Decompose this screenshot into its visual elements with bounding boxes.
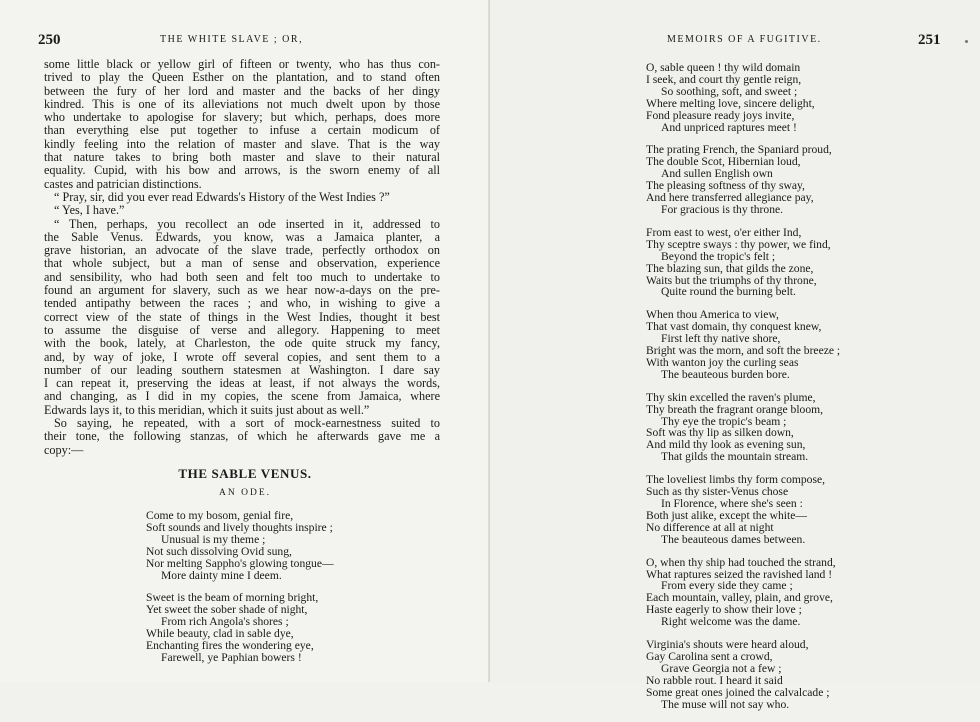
text-line: and, by way of joke, I wrote off several copies, and sent them to a [44,349,440,364]
verse-line: While beauty, clad in sable dye, [146,627,294,641]
text-line: trived to play the Queen Esther on the plantation, and to stand often [44,70,440,85]
verse-line: Such as thy sister-Venus chose [646,485,789,499]
text-line: Edwards lays it, to this meridian, which it suits just about as well.” [44,402,370,417]
verse-line: No rabble rout. I heard it said [646,673,783,687]
verse-line: The muse will not say who. [661,697,790,711]
stanza [646,62,840,133]
text-line: kindred. This is one of its alleviations not much dwelt upon by those [44,96,440,111]
verse-line: More dainty mine I deem. [161,568,282,582]
verse-line: And unpriced raptures meet ! [661,120,797,134]
verse-line: Waits but the triumphs of thy throne, [646,273,817,287]
verse-line: I seek, and court thy gentle reign, [646,72,802,86]
verse-line: Unusual is my theme ; [161,532,266,546]
verse-line: First left thy native shore, [661,332,781,346]
verse-line: Grave Georgia not a few ; [661,661,782,675]
verse-line: And mild thy look as evening sun, [646,438,806,452]
verse-line: No difference at all at night [646,520,774,534]
poem-verse-left [146,510,334,675]
verse-line: Where melting love, sincere delight, [646,96,815,110]
poem-subtitle: AN ODE. [219,488,271,498]
verse-line: Not such dissolving Ovid sung, [146,544,292,558]
verse-line: Yet sweet the sober shade of night, [146,603,308,617]
text-line: number of our leading southern statesmen at Washington. I dare say [44,362,440,377]
running-head: THE WHITE SLAVE ; OR, [160,34,304,45]
verse-line: The prating French, the Spaniard proud, [646,143,832,157]
verse-line: Thy eye the tropic's beam ; [661,414,787,428]
text-line: their tone, the following stanzas, of which he afterwards gave me a [44,429,440,444]
verse-line: So soothing, soft, and sweet ; [661,84,798,98]
verse-line: Come to my bosom, genial fire, [146,509,294,522]
page-number: 251 [918,32,941,48]
stanza [646,474,840,545]
text-line: to assume the disguise of verse and allegory. Happening to meet [44,322,440,337]
left-page [0,0,490,682]
text-line: the Sable Venus. Edwards, you know, was a Jamaica planter, a [44,229,440,244]
text-line: correct view of the state of things in the West Indies, thought it best [44,309,440,324]
text-line: I can repeat it, preserving the ideas at least, if not always the words, [44,376,440,391]
verse-line: Gay Carolina sent a crowd, [646,649,773,663]
verse-line: From east to west, o'er either Ind, [646,225,802,239]
text-line: “ Then, perhaps, you recollect an ode inserted in it, addressed to [54,216,440,231]
text-line: between the fury of her lord and master and the backs of her dingy [44,83,440,98]
verse-line: The blazing sun, that gilds the zone, [646,261,814,275]
verse-line: Nor melting Sappho's glowing tongue— [146,556,334,570]
text-line: that whole subject, but a man of sense and observation, experience [44,256,440,271]
text-line: “ Pray, sir, did you ever read Edwards's History of the West Indies ?” [54,189,390,204]
poem-title: THE SABLE VENUS. [178,466,312,481]
verse-line: Sweet is the beam of morning bright, [146,591,319,605]
stanza [646,227,840,298]
verse-line: Enchanting fires the wondering eye, [146,639,314,653]
text-line: equality. Cupid, with his bow and arrows, is the sworn enemy of all [44,163,440,178]
verse-line: Haste eagerly to show their love ; [646,603,802,617]
verse-line: That gilds the mountain stream. [661,450,809,464]
text-line: and sensibility, who had both seen and felt too much to undertake to [44,269,440,284]
text-line: copy:— [44,442,84,457]
stanza [146,592,334,663]
stanza [146,510,334,581]
text-line: found an argument for slavery, such as we hear now-a-days on the pre- [44,283,440,298]
stanza [646,639,840,710]
verse-line: Virginia's shouts were heard aloud, [646,638,809,652]
verse-line: O, sable queen ! thy wild domain [646,61,801,74]
verse-line: And here transferred allegiance pay, [646,191,814,205]
verse-line: And sullen English own [661,167,773,181]
text-line: with the book, lately, at Charleston, the ode quite struck my fancy, [44,336,440,351]
verse-line: Each mountain, valley, plain, and grove, [646,591,833,605]
verse-line: From rich Angola's shores ; [161,615,289,629]
right-page [490,0,980,711]
verse-line: The loveliest limbs thy form compose, [646,473,826,487]
verse-line: In Florence, where she's seen : [661,497,803,510]
verse-line: Bright was the morn, and soft the breeze ; [646,344,841,358]
text-line: some little black or yellow girl of fifteen or twenty, who has thus con- [44,57,440,71]
prose-body [44,58,440,457]
verse-line: What raptures seized the ravished land ! [646,567,833,581]
verse-line: From every side they came ; [661,579,793,593]
stanza [646,309,840,380]
verse-line: The beauteous burden bore. [661,367,790,381]
text-line: “ Yes, I have.” [54,203,125,218]
verse-line: Thy skin excelled the raven's plume, [646,390,816,404]
verse-line: When thou America to view, [646,308,779,322]
verse-line: Farewell, ye Paphian bowers ! [161,650,302,664]
verse-line: The pleasing softness of thy sway, [646,179,805,193]
verse-line: The double Scot, Hibernian loud, [646,155,801,169]
verse-line: Beyond the tropic's felt ; [661,249,776,263]
running-head: MEMOIRS OF A FUGITIVE. [667,34,822,45]
stanza [646,392,840,463]
verse-line: Some great ones joined the calvalcade ; [646,685,830,699]
text-line: grave historian, an advocate of the slave trade, perfectly orthodox on [44,243,440,258]
text-line: and changing, as I did in my copies, the scene from Jamaica, where [44,389,440,404]
verse-line: O, when thy ship had touched the strand, [646,555,836,569]
verse-line: Both just alike, except the white— [646,508,807,522]
text-line: kindly feeling into the relation of master and slave. That is the way [44,136,440,151]
verse-line: Thy sceptre sways : thy power, we find, [646,237,831,251]
verse-line: Quite round the burning belt. [661,285,796,299]
verse-line: Right welcome was the dame. [661,615,801,629]
stanza [646,144,840,215]
verse-line: Fond pleasure ready joys invite, [646,108,795,122]
verse-line: For gracious is thy throne. [661,202,784,216]
stanza [646,557,840,628]
verse-line: Soft was thy lip as silken down, [646,426,794,440]
text-line: that nature takes to bring both master and slave to their natural [44,150,440,165]
text-line: tended antipathy between the races ; and who, in wishing to give a [44,296,440,311]
page-number: 250 [38,32,61,48]
verse-line: Thy breath the fragrant orange bloom, [646,402,824,416]
text-line: who undertake to apologise for slavery; but which, perhaps, does more [44,110,440,125]
verse-line: That vast domain, thy conquest knew, [646,320,822,334]
verse-line: With wanton joy the curling seas [646,355,799,369]
verse-line: The beauteous dames between. [661,532,806,546]
poem-verse-right [646,62,840,722]
ink-mark [965,40,968,43]
text-line: than everything else put together to infuse a certain modicum of [44,123,440,138]
text-line: So saying, he repeated, with a sort of mock-earnestness suited to [54,416,440,431]
verse-line: Soft sounds and lively thoughts inspire ; [146,520,333,534]
text-line: castes and patrician distinctions. [44,176,202,191]
